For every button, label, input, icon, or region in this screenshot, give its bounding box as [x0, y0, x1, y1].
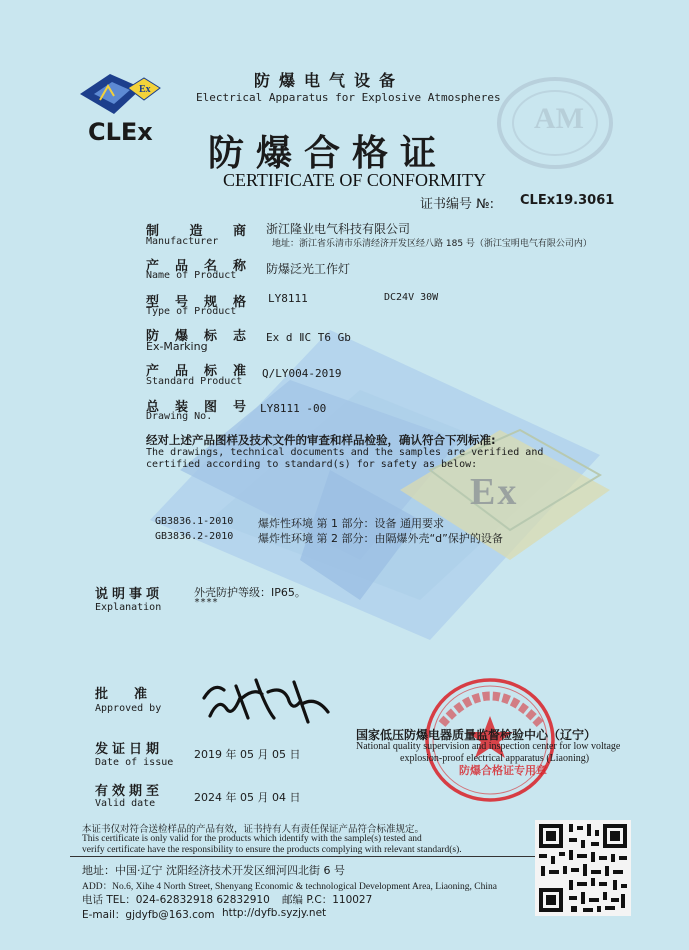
notice-cn: 本证书仅对符合送检样品的产品有效，证书持有人有责任保证产品符合标准规定。: [82, 824, 425, 835]
issuer-en-line1: National quality supervision and inspection center for low voltage: [356, 741, 621, 752]
valid-date-label-en: Valid date: [95, 798, 156, 809]
cert-no-label: 证书编号 №:: [420, 197, 495, 212]
ex-marking-value: Ex d ⅡC T6 Gb: [266, 331, 351, 344]
issue-date-label-en: Date of issue: [95, 757, 174, 768]
valid-date-label-cn: 有效期至: [95, 784, 164, 799]
document-title-en: CERTIFICATE OF CONFORMITY: [223, 170, 486, 190]
drawing-label-en: Drawing No.: [146, 411, 213, 422]
standard-code-2: GB3836.2-2010: [155, 531, 234, 542]
ex-marking-label-cn: 防 爆 标 志: [146, 329, 246, 344]
issuer-en-line2: explosion-proof electrical apparatus (Liaoning): [400, 753, 590, 764]
logo-text: CLEx: [88, 118, 153, 146]
product-name-label-cn: 产 品 名 称: [146, 259, 246, 274]
footer-website[interactable]: http://dyfb.syzjy.net: [222, 907, 327, 919]
product-type-label-cn: 型 号 规 格: [146, 295, 246, 310]
notice-en-line1: This certificate is only valid for the products which identify with the sample(s) tested and: [82, 834, 422, 844]
product-name-label-en: Name of Product: [146, 270, 237, 281]
issue-date-value: 2019 年 05 月 05 日: [194, 748, 301, 761]
footer-phone: 电话 TEL：024-62832918 62832910: [82, 894, 270, 906]
product-name-value: 防爆泛光工作灯: [266, 262, 351, 276]
statement-en-line1: The drawings, technical documents and the samples are verified and: [146, 447, 544, 458]
issue-date-label-cn: 发证日期: [95, 742, 164, 757]
product-type-label-en: Type of Product: [146, 306, 237, 317]
approved-label-en: Approved by: [95, 703, 162, 714]
drawing-value: LY8111 -00: [260, 402, 327, 415]
logo-badge: Ex: [139, 84, 151, 95]
standard-label-en: Standard Product: [146, 376, 243, 387]
footer-divider: [70, 856, 540, 857]
standard-value: Q/LY004-2019: [262, 367, 342, 380]
footer-address-en: ADD：No.6, Xihe 4 North Street, Shenyang Economic & technological Development Area, Liaoning, China: [82, 882, 498, 892]
notice-en-line2: verify certificate have the responsibility to ensure the products complying with relevant standard(s).: [82, 845, 462, 855]
seal-text: 防爆合格证专用章: [459, 764, 547, 777]
footer-postcode: 邮编 P.C：110027: [282, 894, 373, 906]
manufacturer-label-en: Manufacturer: [146, 236, 219, 247]
explanation-stars: ****: [194, 597, 219, 608]
cert-number: CLEx19.3061: [520, 193, 615, 208]
standard-desc-1: 爆炸性环境 第 1 部分：设备 通用要求: [258, 517, 444, 530]
explanation-label-en: Explanation: [95, 602, 162, 613]
qr-code-icon: [535, 820, 631, 916]
issuer-cn: 国家低压防爆电器质量监督检验中心（辽宁）: [356, 728, 597, 742]
manufacturer-value: 浙江隆业电气科技有限公司: [266, 222, 411, 236]
standard-code-1: GB3836.1-2010: [155, 516, 234, 527]
category-cn: 防爆电气设备: [254, 71, 405, 90]
standard-desc-2: 爆炸性环境 第 2 部分：由隔爆外壳“d”保护的设备: [258, 532, 503, 545]
ex-marking-label-en: Ex-Marking: [146, 340, 208, 353]
valid-date-value: 2024 年 05 月 04 日: [194, 791, 301, 804]
product-type-value: LY8111: [268, 292, 308, 305]
statement-en-line2: certified according to standard(s) for safety as below:: [146, 459, 478, 470]
standard-label-cn: 产 品 标 准: [146, 364, 246, 379]
product-spec-value: DC24V 30W: [384, 292, 439, 303]
document-title-cn: 防爆合格证: [208, 133, 449, 174]
manufacturer-address: 地址：浙江省乐清市乐清经济开发区经八路 185 号（浙江宝明电气有限公司内）: [272, 239, 592, 249]
footer-email: E-mail：gjdyfb@163.com: [82, 909, 215, 921]
signature-graphic: [196, 668, 336, 730]
watermark-ex-text: Ex: [470, 471, 519, 513]
approved-label-cn: 批 准: [95, 687, 148, 702]
drawing-label-cn: 总 装 图 号: [146, 400, 246, 415]
footer-address-cn: 地址：中国·辽宁 沈阳经济技术开发区细河四北街 6 号: [82, 864, 345, 877]
category-en: Electrical Apparatus for Explosive Atmospheres: [196, 91, 501, 104]
watermark-am-text: AM: [534, 102, 584, 135]
manufacturer-label-cn: 制 造 商: [146, 224, 246, 239]
statement-cn: 经对上述产品图样及技术文件的审查和样品检验，确认符合下列标准:: [146, 433, 496, 447]
explanation-value: 外壳防护等级：IP65。: [194, 586, 306, 599]
explanation-label-cn: 说明事项: [95, 587, 164, 602]
